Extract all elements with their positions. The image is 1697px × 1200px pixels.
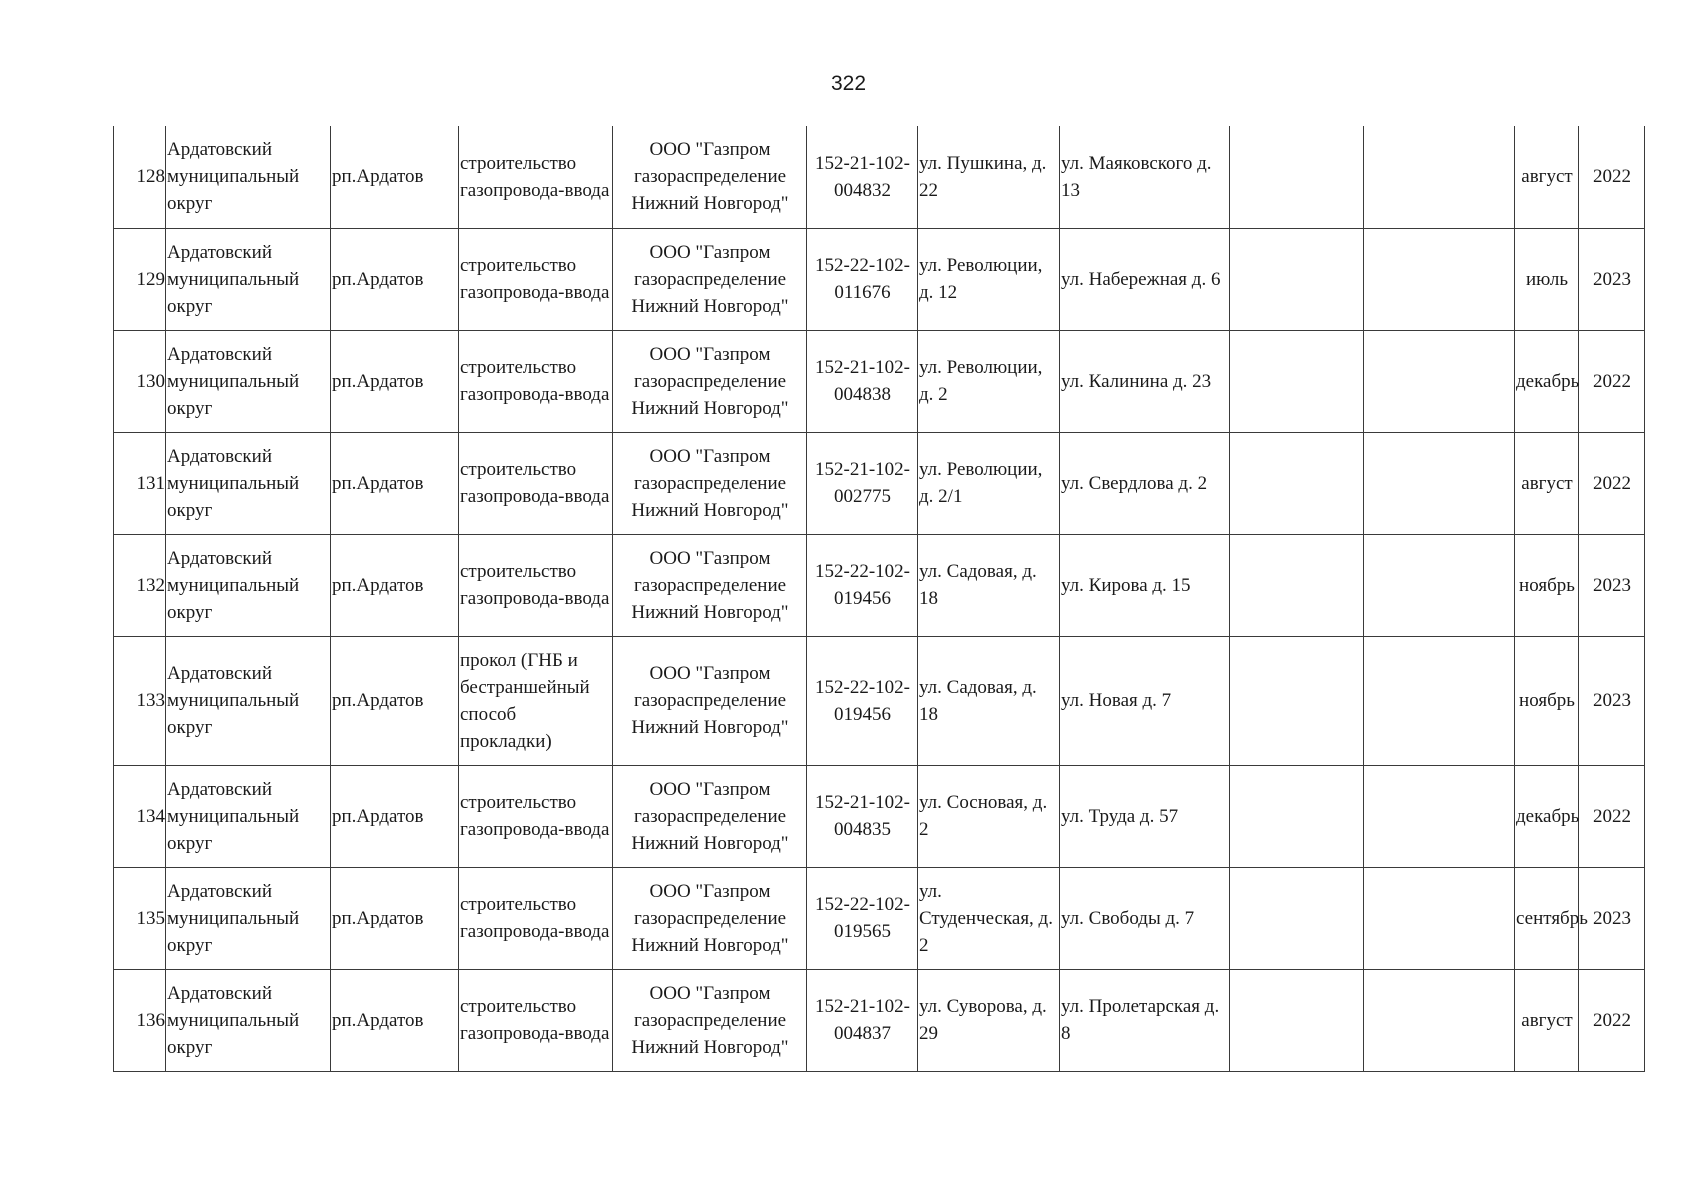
to-address-cell: ул. Свердлова д. 2 — [1060, 432, 1230, 534]
code-cell: 152-22-102-011676 — [807, 228, 918, 330]
row-number: 135 — [114, 867, 166, 969]
month-cell: декабрь — [1515, 765, 1579, 867]
organization-cell: ООО "Газпром газораспределение Нижний Новгород" — [613, 126, 807, 228]
empty-cell — [1364, 330, 1515, 432]
empty-cell — [1230, 126, 1364, 228]
locality-cell: рп.Ардатов — [331, 534, 459, 636]
empty-cell — [1364, 534, 1515, 636]
empty-cell — [1230, 534, 1364, 636]
year-cell: 2022 — [1579, 432, 1645, 534]
year-cell: 2023 — [1579, 228, 1645, 330]
month-cell: ноябрь — [1515, 636, 1579, 765]
to-address-cell: ул. Свободы д. 7 — [1060, 867, 1230, 969]
month-cell: август — [1515, 126, 1579, 228]
month-cell: ноябрь — [1515, 534, 1579, 636]
month-cell: декабрь — [1515, 330, 1579, 432]
table-row — [114, 330, 1645, 432]
row-number: 136 — [114, 969, 166, 1071]
organization-cell: ООО "Газпром газораспределение Нижний Новгород" — [613, 867, 807, 969]
month-cell: сентябрь — [1515, 867, 1579, 969]
work-type-cell: строительство газопровода-ввода — [459, 867, 613, 969]
from-address-cell: ул. Садовая, д. 18 — [918, 636, 1060, 765]
to-address-cell: ул. Маяковского д. 13 — [1060, 126, 1230, 228]
code-cell: 152-21-102-002775 — [807, 432, 918, 534]
table-row — [114, 126, 1645, 228]
organization-cell: ООО "Газпром газораспределение Нижний Новгород" — [613, 330, 807, 432]
year-cell: 2022 — [1579, 765, 1645, 867]
from-address-cell: ул. Революции, д. 2 — [918, 330, 1060, 432]
to-address-cell: ул. Труда д. 57 — [1060, 765, 1230, 867]
month-cell: август — [1515, 432, 1579, 534]
table-row — [114, 432, 1645, 534]
empty-cell — [1230, 969, 1364, 1071]
work-type-cell: строительство газопровода-ввода — [459, 228, 613, 330]
district-cell: Ардатовский муниципальный округ — [166, 867, 331, 969]
organization-cell: ООО "Газпром газораспределение Нижний Новгород" — [613, 765, 807, 867]
district-cell: Ардатовский муниципальный округ — [166, 330, 331, 432]
district-cell: Ардатовский муниципальный округ — [166, 228, 331, 330]
district-cell: Ардатовский муниципальный округ — [166, 636, 331, 765]
row-number: 128 — [114, 126, 166, 228]
year-cell: 2022 — [1579, 330, 1645, 432]
code-cell: 152-21-102-004838 — [807, 330, 918, 432]
locality-cell: рп.Ардатов — [331, 765, 459, 867]
from-address-cell: ул. Революции, д. 2/1 — [918, 432, 1060, 534]
year-cell: 2023 — [1579, 636, 1645, 765]
empty-cell — [1230, 765, 1364, 867]
district-cell: Ардатовский муниципальный округ — [166, 969, 331, 1071]
from-address-cell: ул. Суворова, д. 29 — [918, 969, 1060, 1071]
locality-cell: рп.Ардатов — [331, 228, 459, 330]
locality-cell: рп.Ардатов — [331, 330, 459, 432]
row-number: 130 — [114, 330, 166, 432]
locality-cell: рп.Ардатов — [331, 867, 459, 969]
year-cell: 2023 — [1579, 867, 1645, 969]
from-address-cell: ул. Студенческая, д. 2 — [918, 867, 1060, 969]
organization-cell: ООО "Газпром газораспределение Нижний Новгород" — [613, 432, 807, 534]
work-type-cell: прокол (ГНБ и бестраншейный способ прокладки) — [459, 636, 613, 765]
empty-cell — [1364, 432, 1515, 534]
code-cell: 152-21-102-004837 — [807, 969, 918, 1071]
code-cell: 152-21-102-004832 — [807, 126, 918, 228]
district-cell: Ардатовский муниципальный округ — [166, 432, 331, 534]
work-type-cell: строительство газопровода-ввода — [459, 126, 613, 228]
empty-cell — [1364, 228, 1515, 330]
table-row — [114, 969, 1645, 1071]
row-number: 129 — [114, 228, 166, 330]
year-cell: 2022 — [1579, 969, 1645, 1071]
empty-cell — [1230, 636, 1364, 765]
to-address-cell: ул. Калинина д. 23 — [1060, 330, 1230, 432]
from-address-cell: ул. Садовая, д. 18 — [918, 534, 1060, 636]
code-cell: 152-22-102-019565 — [807, 867, 918, 969]
organization-cell: ООО "Газпром газораспределение Нижний Новгород" — [613, 969, 807, 1071]
row-number: 134 — [114, 765, 166, 867]
empty-cell — [1230, 228, 1364, 330]
row-number: 131 — [114, 432, 166, 534]
table-row — [114, 636, 1645, 765]
district-cell: Ардатовский муниципальный округ — [166, 534, 331, 636]
locality-cell: рп.Ардатов — [331, 969, 459, 1071]
organization-cell: ООО "Газпром газораспределение Нижний Новгород" — [613, 636, 807, 765]
district-cell: Ардатовский муниципальный округ — [166, 765, 331, 867]
to-address-cell: ул. Пролетарская д. 8 — [1060, 969, 1230, 1071]
organization-cell: ООО "Газпром газораспределение Нижний Новгород" — [613, 534, 807, 636]
from-address-cell: ул. Революции, д. 12 — [918, 228, 1060, 330]
to-address-cell: ул. Новая д. 7 — [1060, 636, 1230, 765]
empty-cell — [1230, 432, 1364, 534]
code-cell: 152-22-102-019456 — [807, 636, 918, 765]
district-cell: Ардатовский муниципальный округ — [166, 126, 331, 228]
page-number: 322 — [830, 72, 867, 95]
works-table — [113, 126, 1645, 1072]
empty-cell — [1364, 126, 1515, 228]
year-cell: 2022 — [1579, 126, 1645, 228]
row-number: 133 — [114, 636, 166, 765]
month-cell: август — [1515, 969, 1579, 1071]
empty-cell — [1230, 330, 1364, 432]
work-type-cell: строительство газопровода-ввода — [459, 969, 613, 1071]
from-address-cell: ул. Пушкина, д. 22 — [918, 126, 1060, 228]
code-cell: 152-22-102-019456 — [807, 534, 918, 636]
empty-cell — [1364, 867, 1515, 969]
to-address-cell: ул. Кирова д. 15 — [1060, 534, 1230, 636]
code-cell: 152-21-102-004835 — [807, 765, 918, 867]
table-row — [114, 765, 1645, 867]
table-row — [114, 867, 1645, 969]
locality-cell: рп.Ардатов — [331, 432, 459, 534]
row-number: 132 — [114, 534, 166, 636]
work-type-cell: строительство газопровода-ввода — [459, 432, 613, 534]
work-type-cell: строительство газопровода-ввода — [459, 765, 613, 867]
locality-cell: рп.Ардатов — [331, 636, 459, 765]
table-row — [114, 534, 1645, 636]
empty-cell — [1364, 636, 1515, 765]
table-row — [114, 228, 1645, 330]
empty-cell — [1364, 765, 1515, 867]
to-address-cell: ул. Набережная д. 6 — [1060, 228, 1230, 330]
from-address-cell: ул. Сосновая, д. 2 — [918, 765, 1060, 867]
work-type-cell: строительство газопровода-ввода — [459, 534, 613, 636]
month-cell: июль — [1515, 228, 1579, 330]
organization-cell: ООО "Газпром газораспределение Нижний Новгород" — [613, 228, 807, 330]
empty-cell — [1230, 867, 1364, 969]
locality-cell: рп.Ардатов — [331, 126, 459, 228]
empty-cell — [1364, 969, 1515, 1071]
year-cell: 2023 — [1579, 534, 1645, 636]
work-type-cell: строительство газопровода-ввода — [459, 330, 613, 432]
